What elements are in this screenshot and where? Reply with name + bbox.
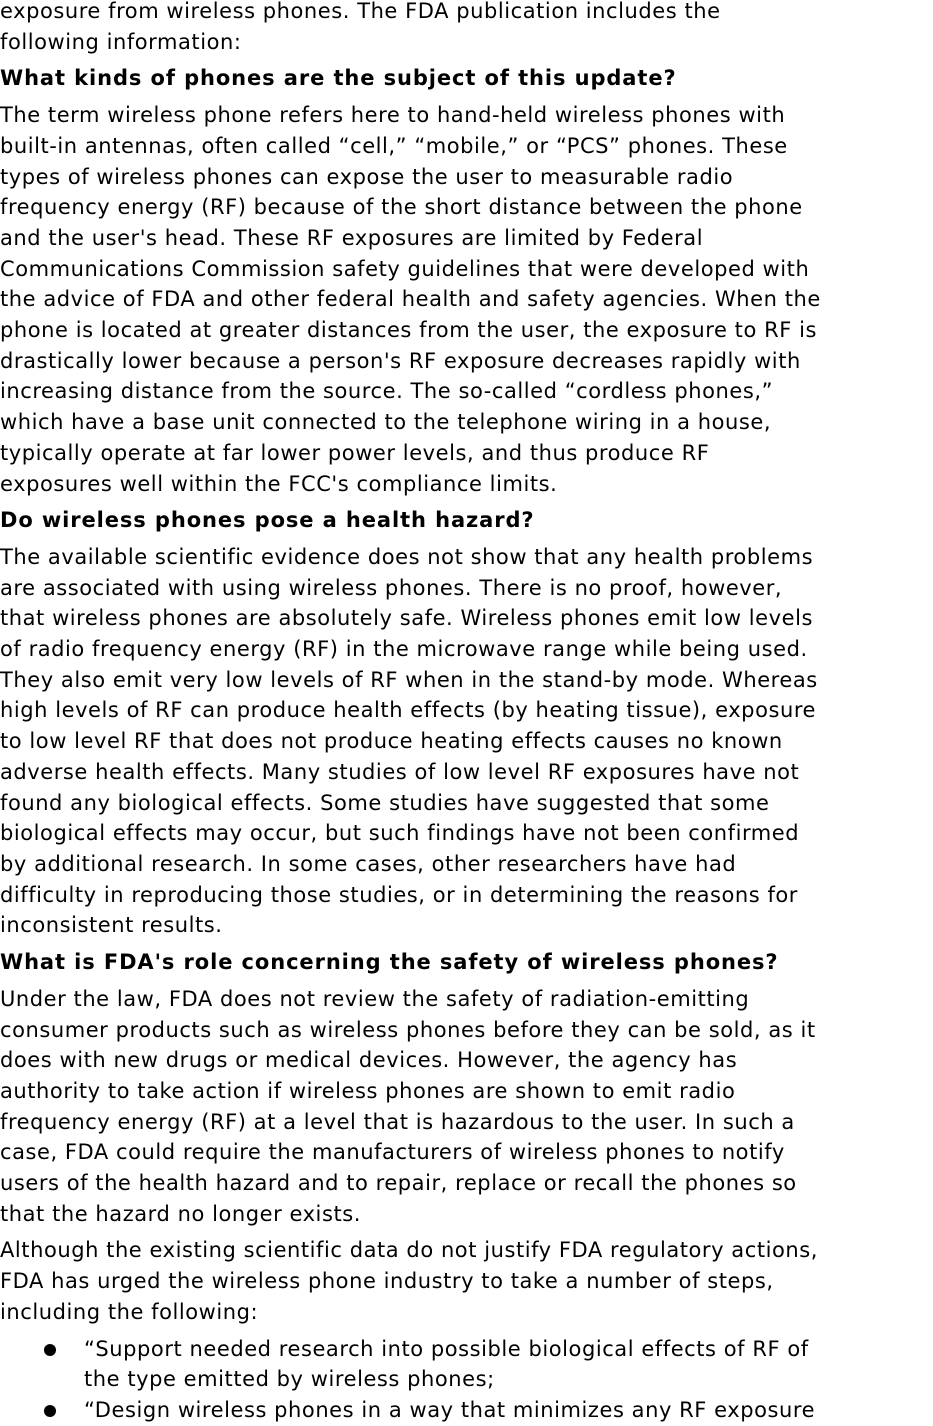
text-line: increasing distance from the source. The so-called “cordless phones,” xyxy=(0,379,774,404)
paragraph-health-hazard xyxy=(0,542,933,941)
intro-paragraph xyxy=(0,0,933,57)
text-line: adverse health effects. Many studies of low level RF exposures have not xyxy=(0,759,800,784)
text-line: that wireless phones are absolutely safe. Wireless phones emit low levels xyxy=(0,606,813,631)
bullet-list xyxy=(0,1334,933,1426)
text-line: built-in antennas, often called “cell,” “mobile,” or “PCS” phones. These xyxy=(0,133,788,158)
section-heading-health-hazard xyxy=(0,505,933,536)
text-line: Under the law, FDA does not review the safety of radiation-emitting xyxy=(0,986,750,1011)
text-line: frequency energy (RF) because of the short distance between the phone xyxy=(0,195,803,220)
text-line: high levels of RF can produce health effects (by heating tissue), exposure xyxy=(0,698,817,723)
bullet-dot-icon xyxy=(44,1344,56,1356)
text-line: case, FDA could require the manufacturers of wireless phones to notify xyxy=(0,1140,785,1165)
text-line: Communications Commission safety guidelines that were developed with xyxy=(0,256,810,281)
text-line: of radio frequency energy (RF) in the microwave range while being used. xyxy=(0,637,808,662)
paragraph-industry-steps xyxy=(0,1235,933,1327)
text-line: FDA has urged the wireless phone industry to take a number of steps, xyxy=(0,1269,774,1294)
list-item xyxy=(0,1395,933,1426)
text-line: found any biological effects. Some studies have suggested that some xyxy=(0,790,770,815)
text-line: They also emit very low levels of RF when in the stand-by mode. Whereas xyxy=(0,667,818,692)
text-line: biological effects may occur, but such findings have not been confirmed xyxy=(0,821,800,846)
section-heading-fda-role xyxy=(0,947,933,978)
text-line: The available scientific evidence does not show that any health problems xyxy=(0,544,814,569)
text-line: by additional research. In some cases, other researchers have had xyxy=(0,851,737,876)
text-line: users of the health hazard and to repair, replace or recall the phones so xyxy=(0,1171,797,1196)
text-line: and the user's head. These RF exposures are limited by Federal xyxy=(0,225,704,250)
paragraph-fda-role xyxy=(0,984,933,1230)
text-line: exposures well within the FCC's compliance limits. xyxy=(0,471,558,496)
text-line: the advice of FDA and other federal health and safety agencies. When the xyxy=(0,287,821,312)
bullet-dot-icon xyxy=(44,1405,56,1417)
text-line: exposure from wireless phones. The FDA publication includes the xyxy=(0,0,721,23)
text-line: that the hazard no longer exists. xyxy=(0,1201,361,1226)
text-line: authority to take action if wireless phones are shown to emit radio xyxy=(0,1078,736,1103)
text-line: The term wireless phone refers here to hand-held wireless phones with xyxy=(0,103,786,128)
text-line: frequency energy (RF) at a level that is hazardous to the user. In such a xyxy=(0,1109,795,1134)
heading-text: What kinds of phones are the subject of this update? xyxy=(0,66,677,91)
text-line: drastically lower because a person's RF exposure decreases rapidly with xyxy=(0,348,801,373)
text-line: phone is located at greater distances from the user, the exposure to RF is xyxy=(0,318,817,343)
section-heading-phone-types xyxy=(0,63,933,94)
text-line: to low level RF that does not produce heating effects causes no known xyxy=(0,729,783,754)
text-line: “Support needed research into possible biological effects of RF of xyxy=(84,1336,809,1361)
text-line: typically operate at far lower power levels, and thus produce RF xyxy=(0,440,710,465)
list-item xyxy=(0,1334,933,1395)
text-line: including the following: xyxy=(0,1299,259,1324)
text-line: the type emitted by wireless phones; xyxy=(84,1367,495,1392)
heading-text: What is FDA's role concerning the safety of wireless phones? xyxy=(0,950,779,975)
paragraph-phone-types xyxy=(0,100,933,499)
text-line: which have a base unit connected to the telephone wiring in a house, xyxy=(0,410,772,435)
text-line: consumer products such as wireless phones before they can be sold, as it xyxy=(0,1017,816,1042)
text-line: following information: xyxy=(0,29,242,54)
text-line: “Design wireless phones in a way that minimizes any RF exposure xyxy=(84,1397,816,1422)
heading-text: Do wireless phones pose a health hazard? xyxy=(0,508,535,533)
text-line: types of wireless phones can expose the user to measurable radio xyxy=(0,164,734,189)
text-line: does with new drugs or medical devices. However, the agency has xyxy=(0,1048,738,1073)
text-line: difficulty in reproducing those studies, or in determining the reasons for xyxy=(0,882,798,907)
text-line: are associated with using wireless phones. There is no proof, however, xyxy=(0,575,783,600)
text-line: inconsistent results. xyxy=(0,913,223,938)
text-line: Although the existing scientific data do not justify FDA regulatory actions, xyxy=(0,1238,818,1263)
